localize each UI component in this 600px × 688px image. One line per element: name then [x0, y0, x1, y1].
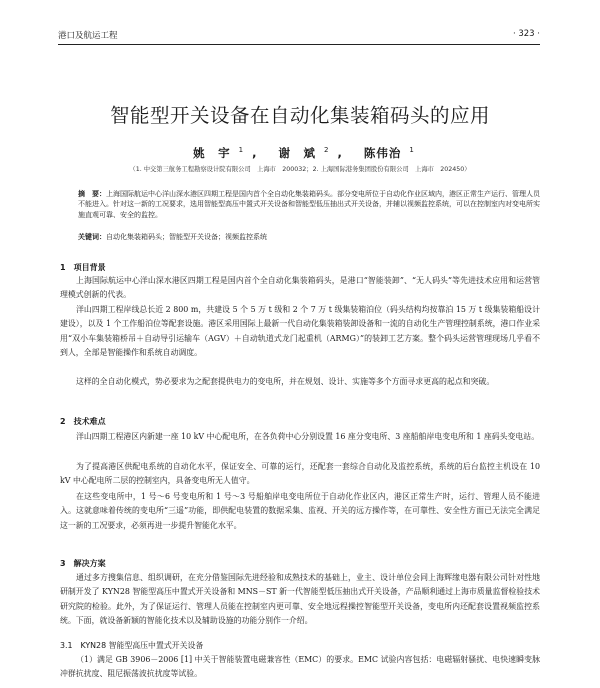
section-heading: 1 项目背景: [60, 263, 106, 272]
subsection-heading: 3.1 KYN28 智能型高压中置式开关设备: [60, 641, 204, 650]
author: [185, 146, 244, 160]
paragraph: 上海国际航运中心洋山深水港区四期工程是国内首个全自动化集装箱码头，是港口“智能装卸”、“无人码头”等先进技术应用和运营管理模式创新的代表。: [60, 276, 540, 300]
journal-name: 港口及航运工程: [58, 31, 118, 41]
abstract: [78, 189, 540, 220]
author-name: 陈伟治: [363, 146, 402, 160]
paragraph: 在这些变电所中，1 号～6 号变电所和 1 号～3 号船舶岸电变电所位于自动化作业区内，港区正常生产时，运行、管理人员不能进入。这就意味着传统的变电所“三遥”功能，即供配电装置的数据采集、监视、开关的远方操作等，在可靠性、安全性方面已无法完全满足这一新的工况要求，必须再进一步提升智能化水平。: [60, 492, 540, 530]
paragraph: 洋山四期工程岸线总长近 2 800 m，共建设 5 个 5 万 t 级和 2 个 7 万 t 级集装箱泊位（码头结构均按靠泊 15 万 t 级集装箱船设计建设），以及 1 个工作船泊位等配套设施。港区采用国际上最新一代自动化集装箱装卸设备和一流的自动化生产管理控制系统，港口作业采用“双小车集装箱桥吊＋自动导引运输车（AGV）＋自动轨道式龙门起重机（ARMG）”的装卸工艺方案。整个码头运营管理现场几乎看不到人，全部是智能操作和系统自动调度。: [60, 305, 540, 357]
paper-title: 智能型开关设备在自动化集装箱码头的应用: [109, 104, 490, 127]
author: [271, 146, 330, 160]
author-name: 姚 宇: [193, 146, 231, 160]
section-heading: 3 解决方案: [60, 559, 106, 568]
abstract-label: 摘 要：: [78, 190, 106, 198]
paragraph: 为了提高港区供配电系统的自动化水平，保证安全、可靠的运行，还配套一套综合自动化及监控系统，系统的后台监控主机设在 10 kV 中心配电所二层的控制室内，具备变电所无人值守。: [60, 462, 540, 486]
affiliations: （1. 中交第三航务工程勘察设计院有限公司 上海市 200032；2. 上海国际港务集团股份有限公司 上海市 202450）: [129, 166, 471, 173]
author-affiliation-mark: 1: [409, 146, 415, 155]
keywords-label: 关键词：: [78, 233, 106, 241]
keywords-text: 自动化集装箱码头；智能型开关设备；视频监控系统: [106, 233, 267, 241]
author-affiliation-mark: 2: [324, 146, 330, 155]
paragraph: 通过多方搜集信息、组织调研，在充分借鉴国际先进经验和成熟技术的基础上，业主、设计单位会同上海辉缘电器有限公司针对性地研制开发了 KYN28 智能型高压中置式开关设备和 MNS－ST 新一代智能型低压抽出式开关设备，产品顺利通过上海市质量监督检验技术研究院的检验。此外，为了保证运行、管理人员能在控制室内更可靠、安全地远程操控智能型开关设备，变电所内还配套设置视频监控系统。下面，就设备新颖的智能化技术以及辅助设施的功能分别作一介绍。: [60, 573, 540, 625]
paragraph: （1）满足 GB 3906－2006 [1] 中关于智能装置电磁兼容性（EMC）的要求。EMC 试验内容包括：电磁辐射骚扰、电快速瞬变脉冲群抗扰度、阻尼振荡波抗扰度等试验。: [60, 655, 540, 679]
section-heading: 2 技术难点: [60, 417, 106, 426]
keywords: [78, 232, 540, 242]
author: [356, 146, 415, 160]
author-affiliation-mark: 1: [238, 146, 245, 155]
abstract-text: 上海国际航运中心洋山深水港区四期工程是国内首个全自动化集装箱码头。部分变电所位于自动化作业区域内，港区正常生产运行、管理人员不能进入。针对这一新的工况要求，选用智能型高压中置式开关设备和智能型低压抽出式开关设备，并辅以视频监控系统，可以在控制室内对变电所实施直观可靠、安全的监控。: [78, 190, 540, 219]
author-list: 姚 宇 $^1$ , 谢 斌 $^2$ , 陈伟治 $^1$: [0, 145, 600, 161]
paragraph: 洋山四期工程港区内新建一座 10 kV 中心配电所，在各负荷中心分别设置 16 座分变电所、3 座船舶岸电变电所和 1 座码头变电站。: [76, 432, 540, 441]
running-header: [58, 28, 540, 45]
author-name: 谢 斌: [278, 146, 317, 160]
page-number: · 323 ·: [512, 29, 540, 39]
paragraph: 这样的全自动化模式，势必要求为之配套提供电力的变电所，并在规划、设计、实施等多个方面寻求更高的起点和突破。: [76, 377, 495, 386]
